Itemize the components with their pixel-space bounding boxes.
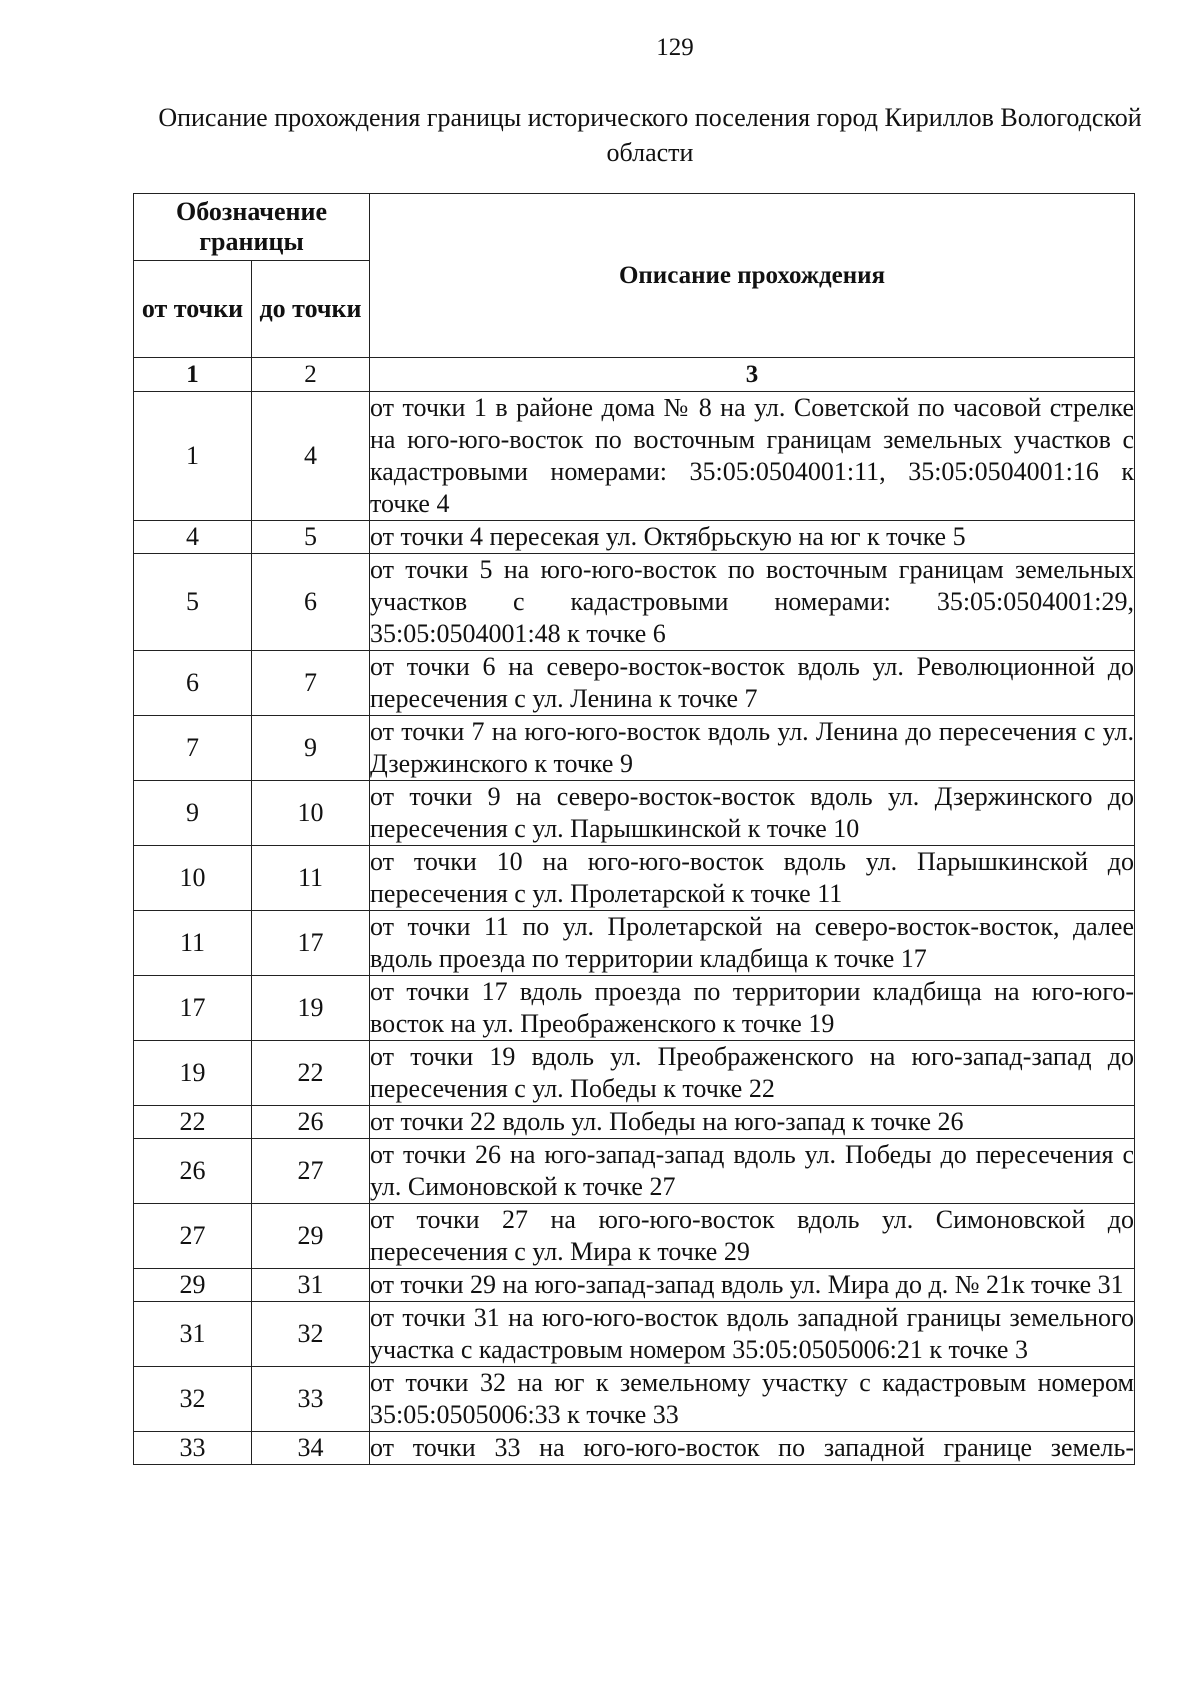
description-cell: от точки 4 пересекая ул. Октябрьскую на юг к точке 5	[370, 521, 1135, 554]
description-cell: от точки 9 на северо-восток-восток вдоль ул. Дзержинского до пересечения с ул. Парышкинской к точке 10	[370, 781, 1135, 846]
from-point-cell: 4	[134, 521, 252, 554]
table-row	[134, 1139, 1135, 1204]
table-row	[134, 846, 1135, 911]
from-point-cell: 26	[134, 1139, 252, 1204]
table-row	[134, 1269, 1135, 1302]
description-cell: от точки 5 на юго-юго-восток по восточным границам земельных участков с кадастровыми номерами: 35:05:0504001:29, 35:05:0504001:48 к точке 6	[370, 554, 1135, 651]
description-cell: от точки 6 на северо-восток-восток вдоль ул. Революционной до пересечения с ул. Ленина к точке 7	[370, 651, 1135, 716]
description-cell: от точки 31 на юго-юго-восток вдоль западной границы земельного участка с кадастровым номером 35:05:0505006:21 к точке 3	[370, 1302, 1135, 1367]
from-point-cell: 7	[134, 716, 252, 781]
description-cell: от точки 17 вдоль проезда по территории кладбища на юго-юго-восток на ул. Преображенского к точке 19	[370, 976, 1135, 1041]
table-row	[134, 781, 1135, 846]
description-cell: от точки 19 вдоль ул. Преображенского на юго-запад-запад до пересечения с ул. Победы к точке 22	[370, 1041, 1135, 1106]
table-row	[134, 911, 1135, 976]
document-title: Описание прохождения границы исторического поселения город Кириллов Вологодской области	[158, 103, 1142, 167]
table-row	[134, 1367, 1135, 1432]
to-point-cell: 7	[252, 651, 370, 716]
to-point-cell: 31	[252, 1269, 370, 1302]
description-cell: от точки 33 на юго-юго-восток по западной границе земель-	[370, 1432, 1135, 1465]
to-point-cell: 26	[252, 1106, 370, 1139]
from-point-cell: 32	[134, 1367, 252, 1432]
table-row	[134, 1106, 1135, 1139]
description-cell: от точки 7 на юго-юго-восток вдоль ул. Ленина до пересечения с ул. Дзержинского к точке 9	[370, 716, 1135, 781]
header-boundary-designation: Обозначение границы	[134, 194, 370, 261]
to-point-cell: 5	[252, 521, 370, 554]
to-point-cell: 33	[252, 1367, 370, 1432]
table-row	[134, 651, 1135, 716]
from-point-cell: 29	[134, 1269, 252, 1302]
to-point-cell: 22	[252, 1041, 370, 1106]
to-point-cell: 19	[252, 976, 370, 1041]
to-point-cell: 11	[252, 846, 370, 911]
from-point-cell: 33	[134, 1432, 252, 1465]
from-point-cell: 17	[134, 976, 252, 1041]
from-point-cell: 27	[134, 1204, 252, 1269]
description-cell: от точки 22 вдоль ул. Победы на юго-запад к точке 26	[370, 1106, 1135, 1139]
from-point-cell: 5	[134, 554, 252, 651]
boundary-description-table	[133, 193, 1135, 1465]
table-row	[134, 1302, 1135, 1367]
to-point-cell: 29	[252, 1204, 370, 1269]
header-description: Описание прохождения	[370, 194, 1135, 358]
header-to-point: до точки	[252, 261, 370, 358]
table-row	[134, 1432, 1135, 1465]
from-point-cell: 9	[134, 781, 252, 846]
to-point-cell: 27	[252, 1139, 370, 1204]
to-point-cell: 4	[252, 392, 370, 521]
from-point-cell: 31	[134, 1302, 252, 1367]
to-point-cell: 6	[252, 554, 370, 651]
to-point-cell: 32	[252, 1302, 370, 1367]
header-from-point: от точки	[134, 261, 252, 358]
table-row	[134, 1204, 1135, 1269]
table-row	[134, 976, 1135, 1041]
table-row	[134, 1041, 1135, 1106]
table-row	[134, 392, 1135, 521]
description-cell: от точки 27 на юго-юго-восток вдоль ул. Симоновской до пересечения с ул. Мира к точке 29	[370, 1204, 1135, 1269]
to-point-cell: 34	[252, 1432, 370, 1465]
column-number-3: 3	[370, 358, 1135, 392]
column-number-2: 2	[252, 358, 370, 392]
table-row	[134, 716, 1135, 781]
description-cell: от точки 1 в районе дома № 8 на ул. Советской по часовой стрелке на юго-юго-восток по восточным границам земельных участков с кадастровыми номерами: 35:05:0504001:11, 35:05:0504001:16 к точке 4	[370, 392, 1135, 521]
description-cell: от точки 32 на юг к земельному участку с кадастровым номером 35:05:0505006:33 к точке 33	[370, 1367, 1135, 1432]
description-cell: от точки 10 на юго-юго-восток вдоль ул. Парышкинской до пересечения с ул. Пролетарской к точке 11	[370, 846, 1135, 911]
table-row	[134, 554, 1135, 651]
from-point-cell: 22	[134, 1106, 252, 1139]
to-point-cell: 17	[252, 911, 370, 976]
description-cell: от точки 11 по ул. Пролетарской на северо-восток-восток, далее вдоль проезда по территории кладбища к точке 17	[370, 911, 1135, 976]
description-cell: от точки 26 на юго-запад-запад вдоль ул. Победы до пересечения с ул. Симоновской к точке 27	[370, 1139, 1135, 1204]
from-point-cell: 10	[134, 846, 252, 911]
from-point-cell: 11	[134, 911, 252, 976]
column-number-1: 1	[134, 358, 252, 392]
to-point-cell: 10	[252, 781, 370, 846]
from-point-cell: 1	[134, 392, 252, 521]
from-point-cell: 6	[134, 651, 252, 716]
to-point-cell: 9	[252, 716, 370, 781]
page-number: 129	[656, 34, 694, 61]
table-row	[134, 521, 1135, 554]
description-cell: от точки 29 на юго-запад-запад вдоль ул. Мира до д. № 21к точке 31	[370, 1269, 1135, 1302]
from-point-cell: 19	[134, 1041, 252, 1106]
